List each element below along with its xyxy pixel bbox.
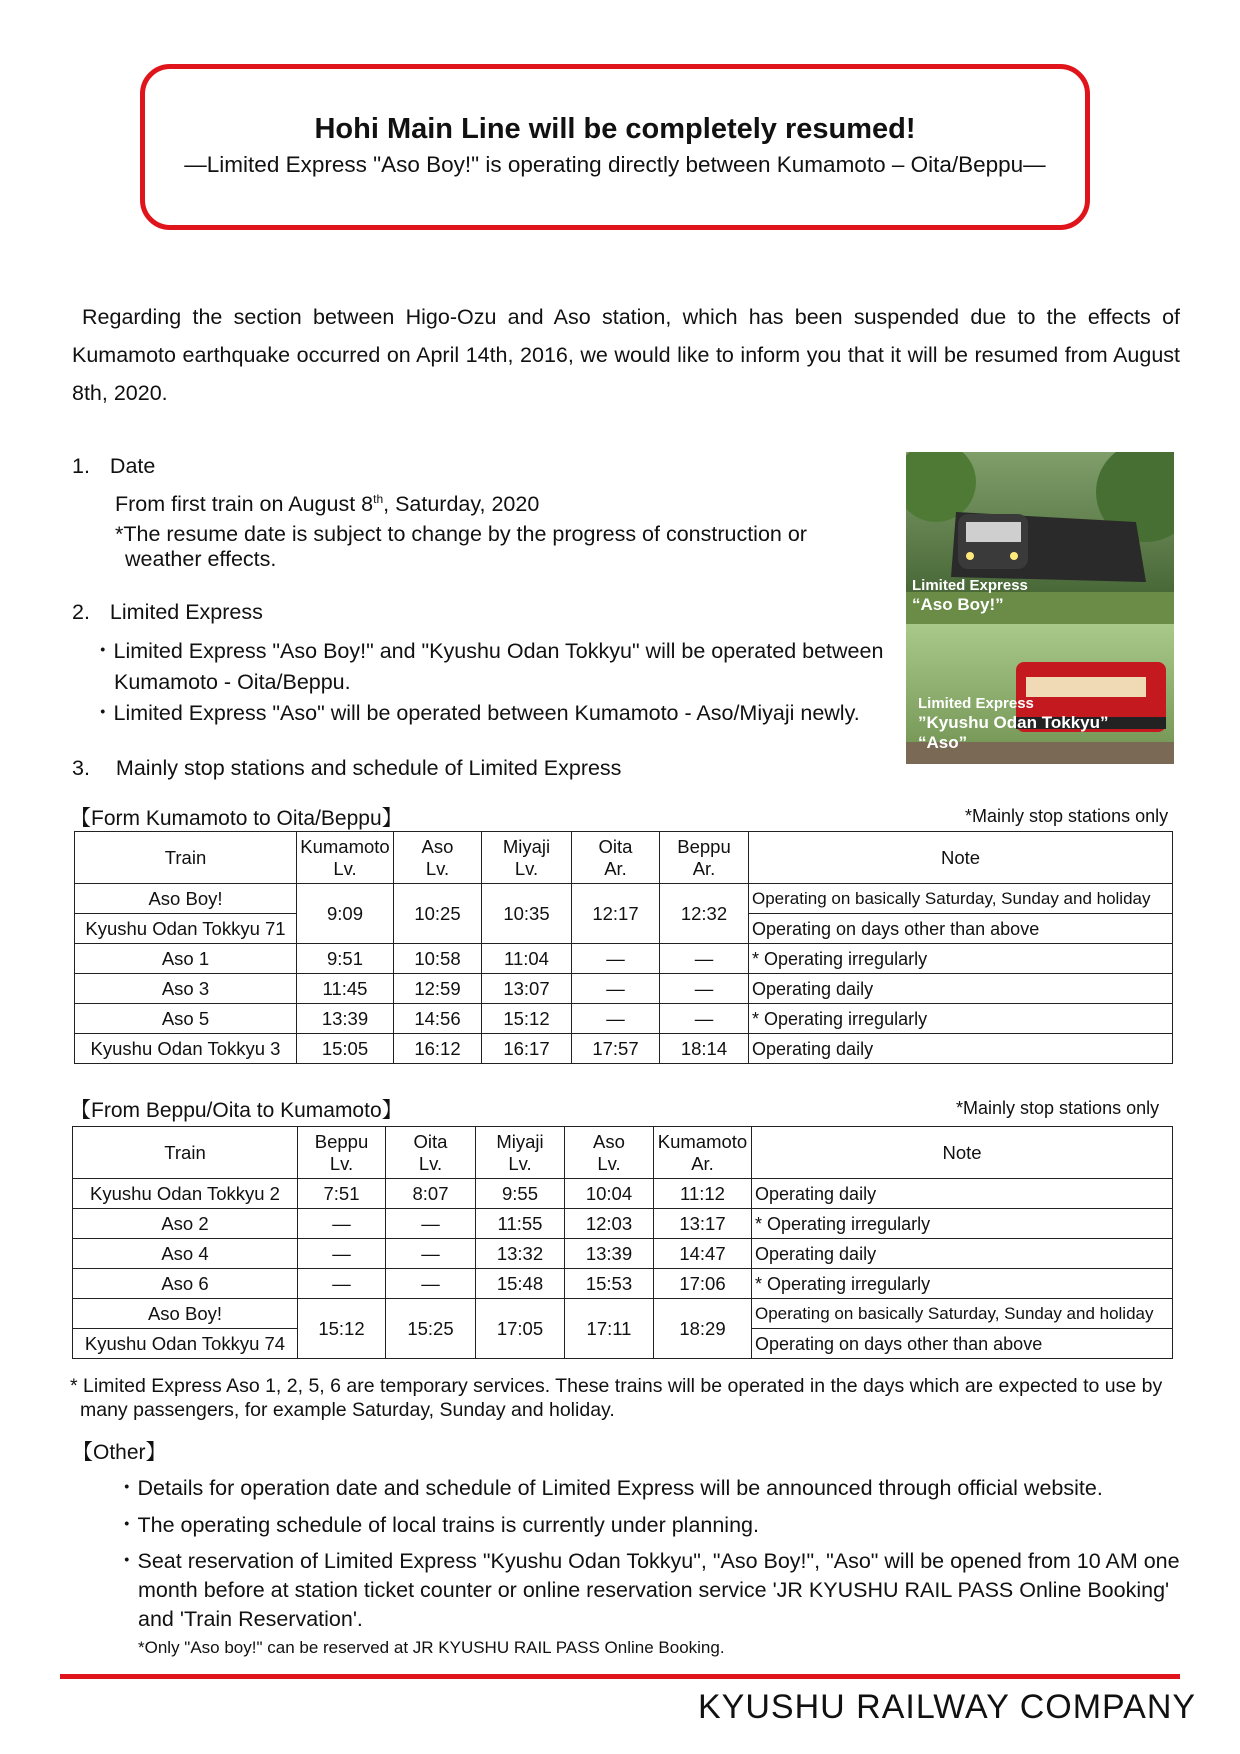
page-subtitle: —Limited Express "Aso Boy!" is operating directly between Kumamoto – Oita/Beppu—: [184, 152, 1046, 177]
note-cell: * Operating irregularly: [752, 1269, 1173, 1299]
time-cell: 8:07: [386, 1179, 476, 1209]
time-cell: 10:04: [565, 1179, 654, 1209]
time-cell: 10:35: [482, 884, 572, 944]
header-train: Train: [73, 1127, 298, 1179]
photo-caption-1-line-2: “Aso Boy!”: [912, 595, 1004, 614]
time-cell: ―: [572, 974, 660, 1004]
photo-caption-1-line-1: Limited Express: [912, 577, 1028, 594]
section-title: Limited Express: [109, 600, 263, 624]
date-note: *The resume date is subject to change by the progress of construction or weather effects.: [115, 522, 807, 571]
time-cell: ―: [298, 1209, 386, 1239]
train-name: Kyushu Odan Tokkyu 71: [75, 914, 297, 944]
table-row: [75, 1034, 1173, 1064]
table-row: [73, 1269, 1173, 1299]
time-cell: 9:51: [297, 944, 394, 974]
time-cell: 16:17: [482, 1034, 572, 1064]
table1-note: *Mainly stop stations only: [965, 806, 1169, 826]
other-item-3: ・Seat reservation of Limited Express "Kyushu Odan Tokkyu", "Aso Boy!", "Aso" will be opened from 10 AM one month before at station ticket counter or online reservation service 'JR KYUSHU RAIL PASS Online Booking' and 'Train Reservation'.: [116, 1549, 1180, 1631]
time-cell: ―: [386, 1269, 476, 1299]
time-cell: 15:25: [386, 1299, 476, 1359]
time-cell: 11:12: [654, 1179, 752, 1209]
train-name: Kyushu Odan Tokkyu 3: [75, 1034, 297, 1064]
photo-caption-2-line-3: “Aso”: [918, 733, 968, 752]
time-cell: 16:12: [394, 1034, 482, 1064]
train-name: Kyushu Odan Tokkyu 74: [73, 1329, 298, 1359]
time-cell: 17:11: [565, 1299, 654, 1359]
time-cell: 13:07: [482, 974, 572, 1004]
table-row: [75, 974, 1173, 1004]
time-cell: 13:17: [654, 1209, 752, 1239]
section-express-heading: [72, 600, 263, 625]
time-cell: 15:12: [482, 1004, 572, 1034]
time-cell: 9:55: [476, 1179, 565, 1209]
train-name: Aso 2: [73, 1209, 298, 1239]
time-cell: 15:12: [298, 1299, 386, 1359]
train-name: Aso 5: [75, 1004, 297, 1034]
temporary-services-footnote: * Limited Express Aso 1, 2, 5, 6 are temporary services. These trains will be operated in the days which are expected to use by many passengers, for example Saturday, Sunday and holiday.: [70, 1375, 1163, 1421]
header-train: Train: [75, 832, 297, 884]
table-header-row: [73, 1127, 1173, 1179]
other-heading: 【Other】: [72, 1441, 167, 1464]
table-header-row: [75, 832, 1173, 884]
header-col-1: Kumamoto Lv.: [297, 832, 394, 884]
note-cell: * Operating irregularly: [749, 1004, 1173, 1034]
time-cell: 18:14: [660, 1034, 749, 1064]
note-cell: Operating on basically Saturday, Sunday and holiday: [752, 1299, 1173, 1329]
time-cell: 13:39: [297, 1004, 394, 1034]
time-cell: 11:45: [297, 974, 394, 1004]
section-date-heading: [72, 454, 155, 479]
header-col-1: Beppu Lv.: [298, 1127, 386, 1179]
date-line: [115, 492, 539, 517]
intro-paragraph: Regarding the section between Higo-Ozu and Aso station, which has been suspended due to the effects of Kumamoto earthquake occurred on April 14th, 2016, we would like to inform you that it will be resumed from August 8th, 2020.: [72, 305, 1180, 405]
time-cell: ―: [298, 1239, 386, 1269]
table1-title: 【Form Kumamoto to Oita/Beppu】: [70, 807, 403, 830]
time-cell: 11:04: [482, 944, 572, 974]
note-cell: Operating daily: [749, 974, 1173, 1004]
time-cell: 12:59: [394, 974, 482, 1004]
other-item-2: ・The operating schedule of local trains is currently under planning.: [116, 1513, 759, 1537]
time-cell: ―: [660, 944, 749, 974]
time-cell: ―: [386, 1239, 476, 1269]
table2-note: *Mainly stop stations only: [956, 1098, 1160, 1118]
table-row: [73, 1209, 1173, 1239]
express-bullet-1: ・Limited Express "Aso Boy!" and "Kyushu Odan Tokkyu" will be operated between Kumamoto - Oita/Beppu.: [92, 639, 884, 694]
table-row: [73, 1299, 1173, 1329]
table-row: [73, 1179, 1173, 1209]
time-cell: ―: [572, 1004, 660, 1034]
time-cell: 13:39: [565, 1239, 654, 1269]
time-cell: ―: [660, 974, 749, 1004]
time-cell: 10:25: [394, 884, 482, 944]
time-cell: ―: [386, 1209, 476, 1239]
header-col-5: Kumamoto Ar.: [654, 1127, 752, 1179]
table-beppu-to-kumamoto: [72, 1126, 1173, 1359]
other-item-3-note: *Only "Aso boy!" can be reserved at JR KYUSHU RAIL PASS Online Booking.: [138, 1638, 725, 1657]
time-cell: 15:05: [297, 1034, 394, 1064]
note-cell: Operating on days other than above: [752, 1329, 1173, 1359]
header-col-4: Aso Lv.: [565, 1127, 654, 1179]
header-col-3: Miyaji Lv.: [482, 832, 572, 884]
date-text-sup: th: [373, 492, 384, 506]
train-photo-illustration: [906, 452, 1174, 764]
date-text-post: , Saturday, 2020: [383, 492, 540, 517]
page-title: Hohi Main Line will be completely resumed!: [314, 113, 916, 145]
date-text-pre: From first train on August 8: [115, 492, 374, 517]
time-cell: 12:32: [660, 884, 749, 944]
company-name: KYUSHU RAILWAY COMPANY: [698, 1688, 1197, 1726]
train-photo: [906, 452, 1174, 764]
photo-caption-2-line-1: Limited Express: [918, 695, 1034, 712]
train-name: Aso 3: [75, 974, 297, 1004]
other-item-1: ・Details for operation date and schedule of Limited Express will be announced through official website.: [116, 1476, 1103, 1500]
time-cell: ―: [298, 1269, 386, 1299]
note-cell: * Operating irregularly: [752, 1209, 1173, 1239]
table-row: [75, 884, 1173, 914]
header-note: Note: [752, 1127, 1173, 1179]
table-kumamoto-to-oita: [74, 831, 1173, 1064]
section-number: 3.: [72, 756, 90, 780]
table2-title: 【From Beppu/Oita to Kumamoto】: [70, 1099, 403, 1122]
time-cell: 12:17: [572, 884, 660, 944]
time-cell: 15:53: [565, 1269, 654, 1299]
table-row: [75, 944, 1173, 974]
train-name: Aso Boy!: [73, 1299, 298, 1329]
footer-rule: [60, 1674, 1180, 1679]
time-cell: 13:32: [476, 1239, 565, 1269]
time-cell: 11:55: [476, 1209, 565, 1239]
time-cell: 7:51: [298, 1179, 386, 1209]
time-cell: 17:57: [572, 1034, 660, 1064]
note-cell: Operating on days other than above: [749, 914, 1173, 944]
time-cell: ―: [572, 944, 660, 974]
time-cell: 17:05: [476, 1299, 565, 1359]
express-bullet-2: ・Limited Express "Aso" will be operated between Kumamoto - Aso/Miyaji newly.: [92, 701, 860, 725]
time-cell: 10:58: [394, 944, 482, 974]
header-col-2: Aso Lv.: [394, 832, 482, 884]
train-name: Aso 4: [73, 1239, 298, 1269]
header-col-2: Oita Lv.: [386, 1127, 476, 1179]
time-cell: 14:56: [394, 1004, 482, 1034]
train-name: Kyushu Odan Tokkyu 2: [73, 1179, 298, 1209]
note-cell: Operating on basically Saturday, Sunday and holiday: [749, 884, 1173, 914]
header-col-3: Miyaji Lv.: [476, 1127, 565, 1179]
time-cell: 14:47: [654, 1239, 752, 1269]
section-number: 2.: [72, 600, 90, 624]
time-cell: 12:03: [565, 1209, 654, 1239]
section-number: 1.: [72, 454, 90, 478]
train-name: Aso 6: [73, 1269, 298, 1299]
header-note: Note: [749, 832, 1173, 884]
note-cell: Operating daily: [752, 1239, 1173, 1269]
train-name: Aso Boy!: [75, 884, 297, 914]
note-cell: * Operating irregularly: [749, 944, 1173, 974]
header-col-5: Beppu Ar.: [660, 832, 749, 884]
time-cell: 18:29: [654, 1299, 752, 1359]
section-title: Mainly stop stations and schedule of Limited Express: [115, 756, 622, 780]
section-title: Date: [109, 454, 156, 478]
photo-caption-2-line-2: ”Kyushu Odan Tokkyu”: [918, 713, 1109, 732]
table-row: [73, 1239, 1173, 1269]
note-cell: Operating daily: [752, 1179, 1173, 1209]
headline-banner: [140, 64, 1090, 230]
header-col-4: Oita Ar.: [572, 832, 660, 884]
table-row: [75, 1004, 1173, 1034]
time-cell: ―: [660, 1004, 749, 1034]
time-cell: 15:48: [476, 1269, 565, 1299]
time-cell: 9:09: [297, 884, 394, 944]
section-schedule-heading: [72, 756, 621, 781]
note-cell: Operating daily: [749, 1034, 1173, 1064]
train-name: Aso 1: [75, 944, 297, 974]
time-cell: 17:06: [654, 1269, 752, 1299]
